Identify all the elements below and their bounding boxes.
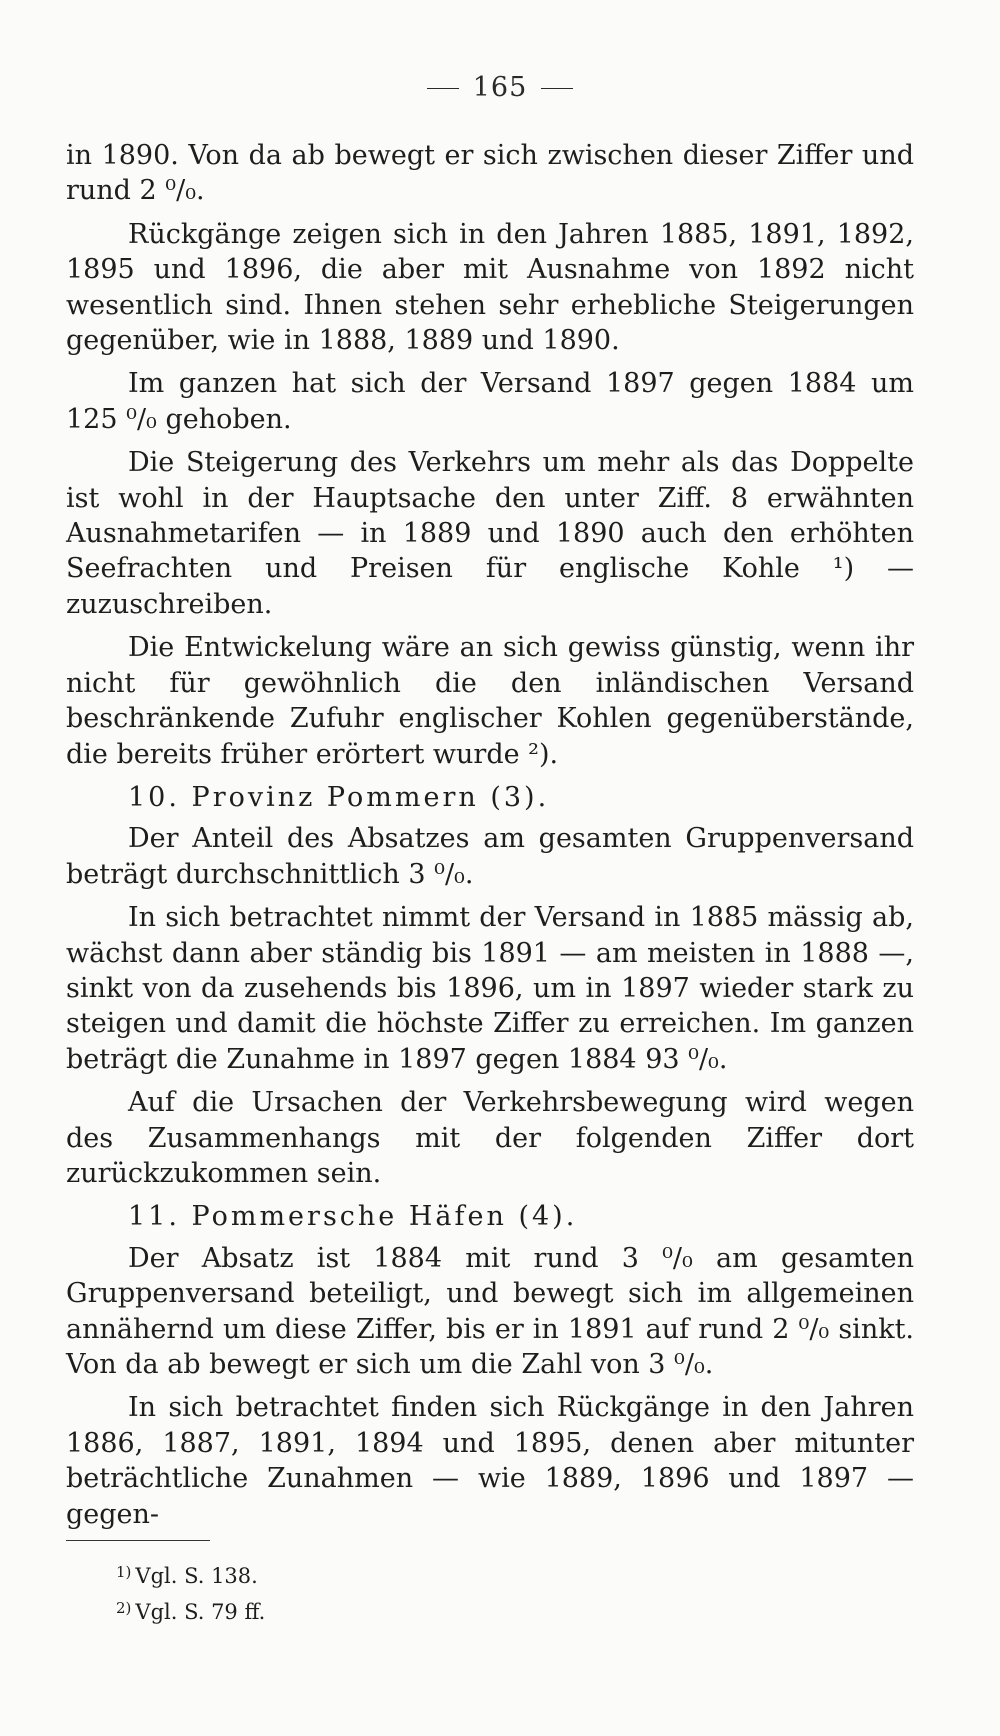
- section-heading: [66, 780, 914, 815]
- paragraph: Rückgänge zeigen sich in den Jahren 1885, 1891, 1892, 1895 und 1896, die aber mit Ausnahme von 1892 nicht wesentlich sind. Ihnen stehen sehr erhebliche Steigerungen gegenüber, wie in 1888, 1889 und 1890.: [66, 218, 914, 357]
- header-dash-right: [541, 88, 573, 89]
- paragraph: Die Entwickelung wäre an sich gewiss günstig, wenn ihr nicht für gewöhnlich die den inländischen Versand beschränkende Zufuhr englischer Kohlen gegenüberstände, die bereits früher erörtert wurde ²).: [66, 632, 914, 770]
- paragraph: Der Anteil des Absatzes am gesamten Gruppenversand beträgt durchschnittlich 3 ⁰/₀.: [66, 823, 914, 890]
- paragraph: In sich betrachtet finden sich Rückgänge in den Jahren 1886, 1887, 1891, 1894 und 1895, denen aber mitunter beträchtliche Zunahmen — wie 1889, 1896 und 1897 — gegen-: [66, 1392, 914, 1530]
- header-dash-left: [427, 88, 459, 89]
- paragraph: In sich betrachtet nimmt der Versand in 1885 mässig ab, wächst dann aber ständig bis 1891 — am meisten in 1888 —, sinkt von da zusehends bis 1896, um in 1897 wieder stark zu steigen und damit die höchste Ziffer zu erreichen. Im ganzen beträgt die Zunahme in 1897 gegen 1884 93 ⁰/₀.: [66, 902, 914, 1075]
- footnote-mark: 1): [116, 1563, 132, 1581]
- section-heading: [66, 1199, 914, 1234]
- page-header: [0, 72, 1000, 103]
- paragraph: Der Absatz ist 1884 mit rund 3 ⁰/₀ am gesamten Gruppenversand beteiligt, und bewegt sich im allgemeinen annähernd um diese Ziffer, bis er in 1891 auf rund 2 ⁰/₀ sinkt. Von da ab bewegt er sich um die Zahl von 3 ⁰/₀.: [66, 1242, 914, 1380]
- footnote-divider: [66, 1540, 210, 1541]
- footnote-text: Vgl. S. 138.: [135, 1564, 258, 1588]
- section-heading-text: 11. Pommersche Häfen (4).: [128, 1201, 578, 1233]
- footnotes: [116, 1556, 265, 1628]
- footnote-text: Vgl. S. 79 ff.: [135, 1600, 266, 1624]
- paragraph: Auf die Ursachen der Verkehrsbewegung wird wegen des Zusammenhangs mit der folgenden Ziffer dort zurückzukommen sein.: [66, 1087, 914, 1189]
- page-number: 165: [472, 72, 528, 103]
- paragraph: Im ganzen hat sich der Versand 1897 gegen 1884 um 125 ⁰/₀ gehoben.: [66, 368, 914, 435]
- paragraph: Die Steigerung des Verkehrs um mehr als das Doppelte ist wohl in der Hauptsache den unter Ziff. 8 erwähnten Ausnahmetarifen — in 1889 und 1890 auch den erhöhten Seefrachten und Preisen für englische Kohle ¹) — zuzuschreiben.: [66, 447, 914, 620]
- footnote-mark: 2): [116, 1599, 132, 1617]
- paragraph: in 1890. Von da ab bewegt er sich zwischen dieser Ziffer und rund 2 ⁰/₀.: [66, 140, 914, 207]
- section-heading-text: 10. Provinz Pommern (3).: [128, 781, 550, 813]
- page-body: [66, 138, 914, 1540]
- footnote: [116, 1592, 265, 1628]
- footnote: [116, 1556, 265, 1592]
